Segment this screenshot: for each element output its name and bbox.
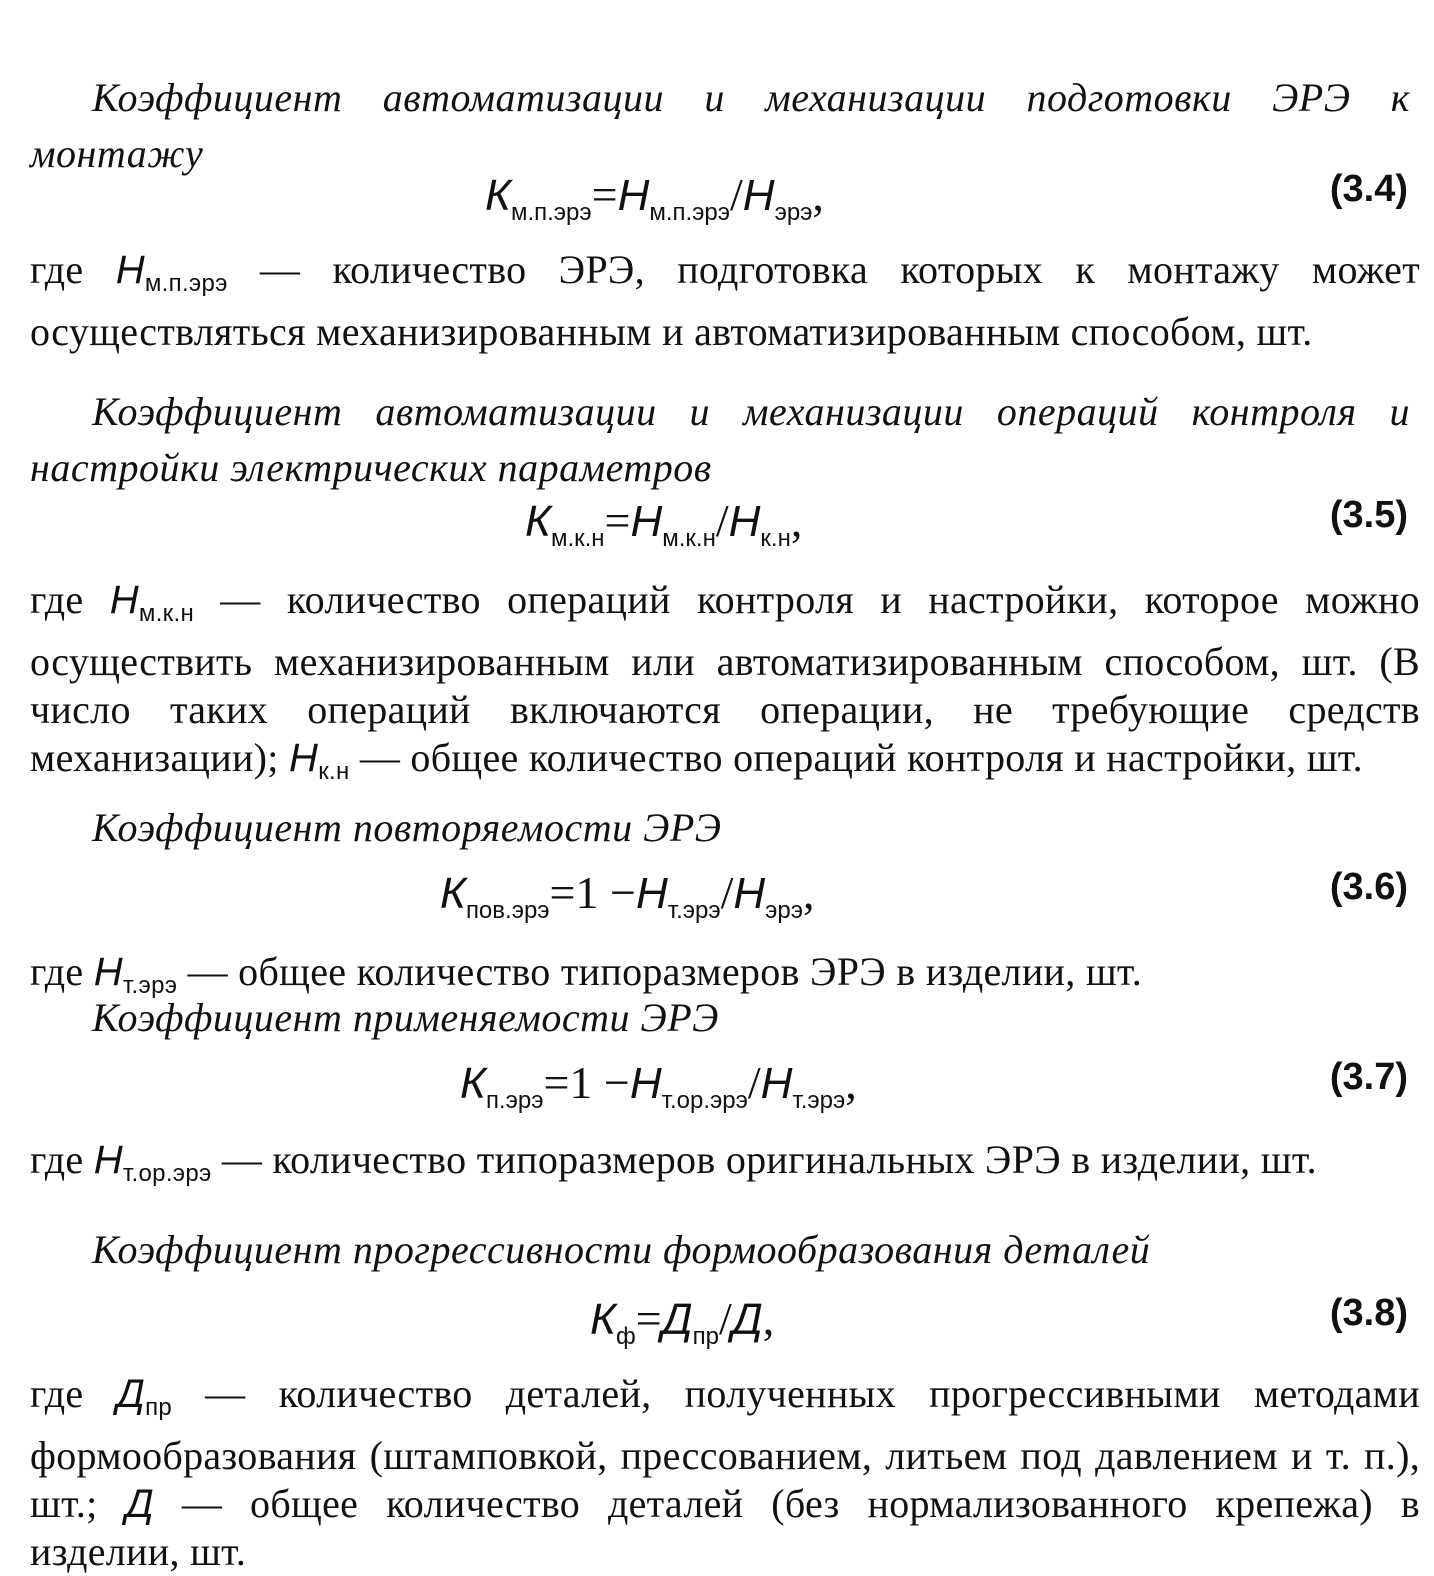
where-symbol-2: $Н_{к.н}$ [289,736,350,785]
where-symbol: $Н_{м.п.эрэ}$ [115,248,228,297]
equation-number-3-4: (3.4) [1329,168,1408,210]
where-prefix: где [30,949,84,994]
formula-lhs-sub: м.к.н [550,525,605,552]
formula-lhs: К [485,171,511,220]
where-symbol: $Н_{т.эрэ}$ [93,950,178,999]
heading-automation-mounting: Коэффициент автоматизации и механизации подготовки ЭРЭ к монтажу [30,75,1410,176]
where-text-2: — общее количество операций контроля и настройки, шт. [349,735,1363,780]
formula-denominator-sub: к.н [760,525,791,552]
where-prefix: где [30,1137,84,1182]
where-symbol: $Н_{м.к.н}$ [109,578,194,627]
where-paragraph-3-4 [30,246,1420,356]
where-prefix: где [30,1371,84,1416]
formula-3-8 [590,1292,774,1351]
formula-lhs: К [525,497,551,546]
formula-tail: , [802,867,815,918]
formula-numerator-sub: т.ор.эрэ [661,1087,748,1114]
formula-one: 1 − [575,867,636,918]
formula-numerator: Н [617,171,650,220]
formula-div: / [718,1293,732,1344]
formula-numerator-sub: т.эрэ [667,897,721,924]
where-text: — количество деталей, полученных прогрессивными методами формообразования (штамповкой, прессованием, литьем под давлением и т. п.), шт.; [30,1371,1420,1526]
where-text: — количество операций контроля и настройки, которое можно осуществить механизированным или автоматизированным способом, шт. (В число таких операций включаются операции, не требующие средств механизации); [30,577,1420,780]
heading-applicability: Коэффициент применяемости ЭРЭ [92,995,719,1040]
formula-numerator: Н [630,497,663,546]
formula-eq: = [635,1293,662,1344]
formula-3-6 [440,866,814,925]
formula-tail: , [762,1293,775,1344]
where-prefix: где [30,247,84,292]
formula-numerator: Н [629,1059,662,1108]
formula-eq: = [604,495,631,546]
formula-one: 1 − [569,1057,630,1108]
formula-tail: , [790,495,803,546]
formula-div: / [720,867,734,918]
formula-lhs-sub: пов.эрэ [465,897,550,924]
formula-lhs-sub: п.эрэ [485,1087,544,1114]
where-prefix: где [30,577,84,622]
formula-eq: = [543,1057,570,1108]
where-text: — количество ЭРЭ, подготовка которых к монтажу может осуществляться механизированным и автоматизированным способом, шт. [30,247,1420,354]
equation-number-3-8: (3.8) [1329,1292,1408,1334]
formula-denominator-sub: т.эрэ [792,1087,846,1114]
equation-number-3-7: (3.7) [1329,1056,1408,1098]
formula-lhs-sub: ф [615,1323,636,1350]
formula-denominator-sub: эрэ [765,897,803,924]
formula-div: / [747,1057,761,1108]
where-paragraph-3-5 [30,576,1420,796]
formula-div: / [715,495,729,546]
formula-3-4 [485,168,824,227]
where-symbol: $Д_{пр}$ [116,1372,173,1421]
formula-denominator: Н [728,497,761,546]
heading-progressive-forming: Коэффициент прогрессивности формообразования деталей [92,1227,1151,1272]
formula-numerator: Д [661,1295,693,1344]
formula-lhs: К [590,1295,616,1344]
equation-number-3-6: (3.6) [1329,866,1408,908]
heading-control-tuning: Коэффициент автоматизации и механизации операций контроля и настройки электрических параметров [30,389,1410,490]
formula-tail: , [845,1057,857,1108]
formula-3-7 [460,1056,857,1115]
formula-numerator-sub: м.к.н [662,525,716,552]
where-text-2: — общее количество деталей (без нормализованного крепежа) в изделии, шт. [30,1481,1420,1574]
formula-eq: = [591,169,618,220]
where-symbol: $Н_{т.ор.эрэ}$ [93,1138,212,1187]
formula-lhs: К [440,869,466,918]
formula-numerator-sub: пр [692,1323,719,1350]
formula-denominator: Д [731,1295,763,1344]
formula-denominator: Н [742,171,775,220]
equation-number-3-5: (3.5) [1329,494,1408,536]
formula-lhs: К [460,1059,486,1108]
formula-tail: , [812,169,824,220]
formula-numerator-sub: м.п.эрэ [649,199,731,226]
formula-3-5 [525,494,802,553]
formula-denominator: Н [760,1059,793,1108]
formula-denominator: Н [733,869,766,918]
formula-denominator-sub: эрэ [774,199,813,226]
where-symbol-2: Д [125,1482,154,1526]
where-text: — количество типоразмеров оригинальных ЭРЭ в изделии, шт. [211,1137,1317,1182]
formula-lhs-sub: м.п.эрэ [510,199,592,226]
formula-numerator: Н [635,869,668,918]
formula-div: / [730,169,743,220]
where-paragraph-3-8 [30,1370,1420,1576]
where-paragraph-3-7 [30,1136,1420,1198]
formula-eq: = [549,867,576,918]
where-text: — общее количество типоразмеров ЭРЭ в изделии, шт. [177,949,1142,994]
heading-repeatability: Коэффициент повторяемости ЭРЭ [92,805,722,850]
